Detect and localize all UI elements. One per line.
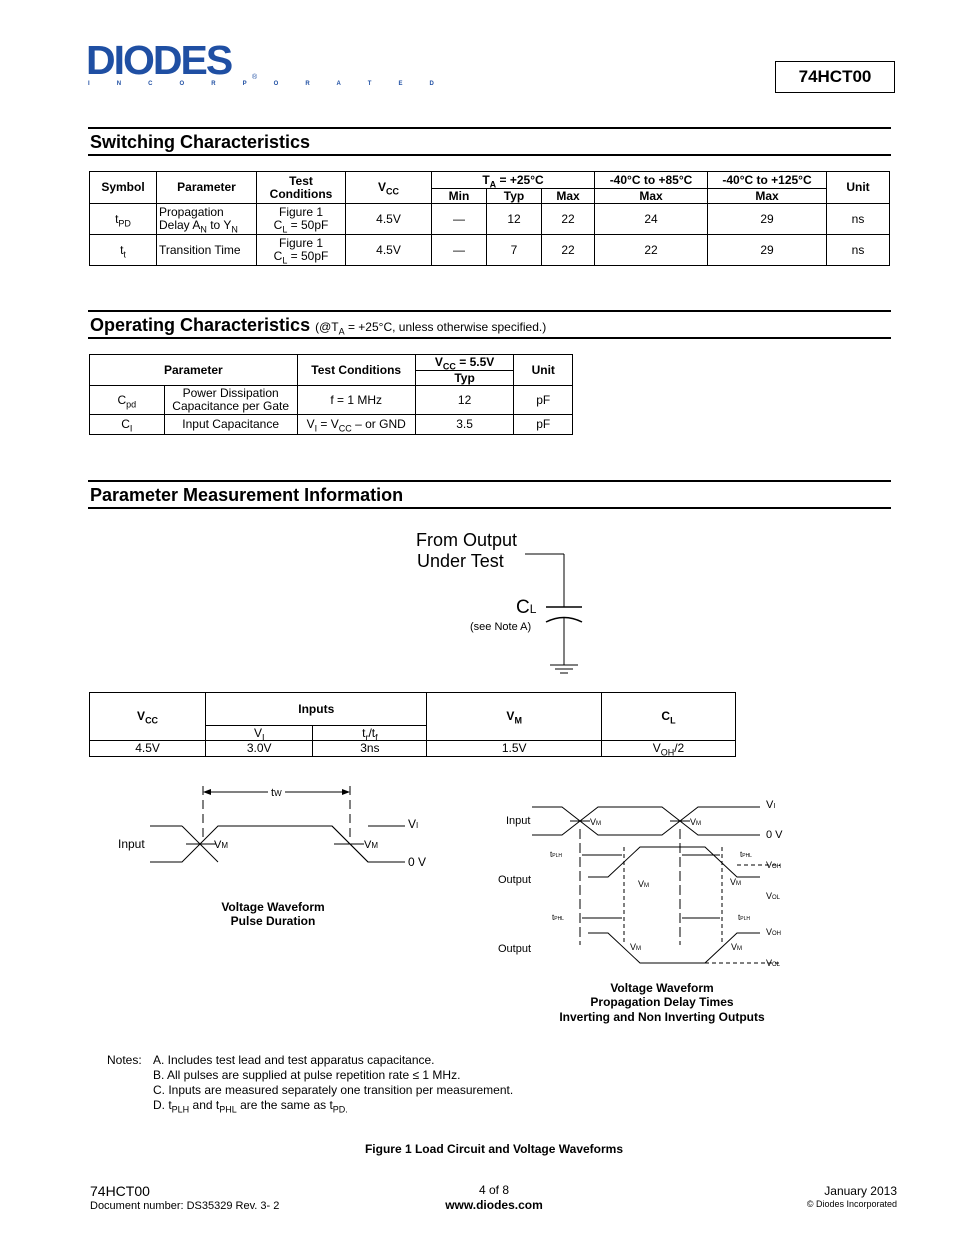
note-c: C. Inputs are measured separately one transition per measurement. xyxy=(153,1083,514,1097)
input-signal-lower xyxy=(532,807,760,835)
col-range85: -40°C to +85°C xyxy=(595,172,708,189)
notes-label: Notes: xyxy=(107,1053,142,1067)
circuit-label-line1: From Output xyxy=(416,530,518,550)
operating-heading xyxy=(88,310,891,339)
footer-page-number: 4 of 8 xyxy=(478,1183,510,1197)
voh-label-1: VOH xyxy=(766,860,782,870)
wave1-caption-line1: Voltage Waveform xyxy=(221,900,325,914)
operating-heading-text: Operating Characteristics xyxy=(90,315,311,335)
symbol-cell: $t_t$ xyxy=(90,235,157,266)
vol-label-2: VOL xyxy=(766,958,781,968)
footer-copyright: © Diodes Incorporated xyxy=(806,1199,897,1209)
arrowhead-right xyxy=(342,789,350,795)
table-row xyxy=(90,386,573,415)
part-number-box: 74HCT00 xyxy=(775,61,895,93)
col-symbol: Symbol xyxy=(90,172,157,204)
col-vcc: $V_{CC}$ xyxy=(90,693,206,741)
footer-date: January 2013 xyxy=(824,1184,897,1198)
vi-label: VI xyxy=(766,799,776,811)
test-cell: Figure 1 $C_L = 50pF$ xyxy=(257,204,346,235)
output2-vm-label-left: VM xyxy=(630,942,642,952)
col-vcc: $V_{CC}$ xyxy=(346,172,432,204)
unit-cell: pF xyxy=(514,386,573,415)
parameter-cell: Propagation Delay $A_N$ to $Y_N$ xyxy=(157,204,257,235)
test-cell: Figure 1 $C_L = 50pF$ xyxy=(257,235,346,266)
note-a: A. Includes test lead and test apparatus capacitance. xyxy=(153,1053,435,1067)
pmi-heading-text: Parameter Measurement Information xyxy=(90,485,404,505)
arrowhead-left xyxy=(203,789,211,795)
operating-table xyxy=(89,354,573,435)
tw-label: tW xyxy=(271,787,282,799)
pulse-duration-waveform xyxy=(110,780,440,940)
tphl-label-1: tPHL xyxy=(740,850,752,859)
col-cl: $C_L$ xyxy=(601,693,735,741)
col-unit: Unit xyxy=(514,355,573,386)
pmi-heading xyxy=(88,480,891,509)
wave2-caption-line3: Inverting and Non Inverting Outputs xyxy=(559,1010,765,1024)
col-min: Min xyxy=(432,189,487,204)
typ-cell: 12 xyxy=(415,386,514,415)
test-cell: $V_I = V_{CC}$ – or GND xyxy=(297,415,415,435)
typ-cell: 7 xyxy=(487,235,542,266)
wave2-caption-line2: Propagation Delay Times xyxy=(590,995,734,1009)
col-max85: Max xyxy=(595,189,708,204)
col-ta25: $T_A = +25^\circ C$ xyxy=(432,172,595,189)
logo-tagline: I N C O R P O R A T E D xyxy=(88,81,447,87)
wave1-caption-line2: Pulse Duration xyxy=(230,914,316,928)
vol-label-1: VOL xyxy=(766,891,781,901)
footer-part-number: 74HCT00 xyxy=(90,1183,150,1199)
switching-table xyxy=(89,171,890,266)
max85-cell: 22 xyxy=(595,235,708,266)
figure-caption: Figure 1 Load Circuit and Voltage Waveforms xyxy=(364,1142,624,1156)
vm-cell: 1.5V xyxy=(427,741,602,757)
input-vm-label-right: VM xyxy=(690,817,702,827)
cl-cell: $V_{OH}/2$ xyxy=(601,741,735,757)
col-parameter: Parameter xyxy=(157,172,257,204)
footer-document-number: Document number: DS35329 Rev. 3- 2 xyxy=(90,1200,280,1212)
diodes-logo: DIODES xyxy=(86,37,232,83)
max-cell: 22 xyxy=(542,235,595,266)
col-parameter: Parameter xyxy=(90,355,298,386)
min-cell: — xyxy=(432,204,487,235)
col-max: Max xyxy=(542,189,595,204)
wave2-caption-line1: Voltage Waveform xyxy=(610,981,714,995)
col-typ: Typ xyxy=(415,371,514,386)
output1-signal xyxy=(588,847,760,877)
unit-cell: ns xyxy=(827,204,890,235)
col-vi: $V_I$ xyxy=(206,726,313,741)
symbol-cell: $t_{PD}$ xyxy=(90,204,157,235)
load-circuit-diagram xyxy=(400,525,600,680)
unit-cell: pF xyxy=(514,415,573,435)
col-trtf: $t_r/t_f$ xyxy=(313,726,427,741)
operating-heading-note: ($@T_A = +25^\circ C$, unless otherwise specified.) xyxy=(315,320,547,337)
zero-volt-label: 0 V xyxy=(766,829,783,841)
col-max125: Max xyxy=(708,189,827,204)
input-label: Input xyxy=(118,837,145,851)
input-signal-upper xyxy=(532,807,760,835)
vm-label-right: VM xyxy=(364,839,379,851)
input-vm-label-left: VM xyxy=(590,817,602,827)
vi-cell: 3.0V xyxy=(206,741,313,757)
note-d: D. $t_{PLH}$ and $t_{PHL}$ are the same as $t_{PD.}$ xyxy=(153,1098,348,1115)
max125-cell: 29 xyxy=(708,204,827,235)
max85-cell: 24 xyxy=(595,204,708,235)
voh-label-2: VOH xyxy=(766,927,782,937)
unit-cell: ns xyxy=(827,235,890,266)
col-typ: Typ xyxy=(487,189,542,204)
zero-volt-label: 0 V xyxy=(408,855,427,869)
parameter-cell: Input Capacitance xyxy=(164,415,297,435)
tplh-label-1: tPLH xyxy=(550,850,562,859)
switching-heading-text: Switching Characteristics xyxy=(90,132,311,152)
circuit-label-line2: Under Test xyxy=(417,551,504,571)
vcc-cell: 4.5V xyxy=(90,741,206,757)
output1-vm-label-right: VM xyxy=(730,877,742,887)
notes-block xyxy=(107,1053,513,1113)
output2-vm-label-right: VM xyxy=(731,942,743,952)
typ-cell: 12 xyxy=(487,204,542,235)
note-b: B. All pulses are supplied at pulse repetition rate ≤ 1 MHz. xyxy=(153,1068,461,1082)
test-conditions-table xyxy=(89,692,736,757)
capacitor-note: (see Note A) xyxy=(470,621,532,633)
vm-label-left: VM xyxy=(214,839,229,851)
tplh-label-2: tPLH xyxy=(738,913,750,922)
typ-cell: 3.5 xyxy=(415,415,514,435)
propagation-delay-waveform xyxy=(490,795,810,1027)
col-vcc: $V_{CC} = 5.5V$ xyxy=(415,355,514,371)
output-label-1: Output xyxy=(498,874,532,886)
col-vm: $V_M$ xyxy=(427,693,602,741)
table-row xyxy=(90,204,890,235)
col-range125: -40°C to +125°C xyxy=(708,172,827,189)
switching-heading xyxy=(88,127,891,156)
test-cell: f = 1 MHz xyxy=(297,386,415,415)
vcc-cell: 4.5V xyxy=(346,204,432,235)
col-test-conditions: Test Conditions xyxy=(297,355,415,386)
min-cell: — xyxy=(432,235,487,266)
table-row xyxy=(90,415,573,435)
max125-cell: 29 xyxy=(708,235,827,266)
symbol-cell: $C_{pd}$ xyxy=(90,386,165,415)
max-cell: 22 xyxy=(542,204,595,235)
table-row xyxy=(90,235,890,266)
col-test-conditions: Test Conditions xyxy=(257,172,346,204)
parameter-cell: Transition Time xyxy=(157,235,257,266)
vcc-cell: 4.5V xyxy=(346,235,432,266)
output-label-2: Output xyxy=(498,943,532,955)
tphl-label-2: tPHL xyxy=(552,913,564,922)
symbol-cell: $C_I$ xyxy=(90,415,165,435)
capacitor-label: CL xyxy=(516,597,537,618)
logo-registered-mark: ® xyxy=(252,74,258,81)
vi-label: VI xyxy=(408,817,419,831)
output1-vm-label-left: VM xyxy=(638,879,650,889)
input-label: Input xyxy=(506,815,531,827)
col-unit: Unit xyxy=(827,172,890,204)
footer-website-link[interactable]: www.diodes.com xyxy=(445,1198,543,1212)
col-inputs: Inputs xyxy=(206,693,427,726)
table-row xyxy=(90,741,736,757)
parameter-cell: Power Dissipation Capacitance per Gate xyxy=(164,386,297,415)
trtf-cell: 3ns xyxy=(313,741,427,757)
